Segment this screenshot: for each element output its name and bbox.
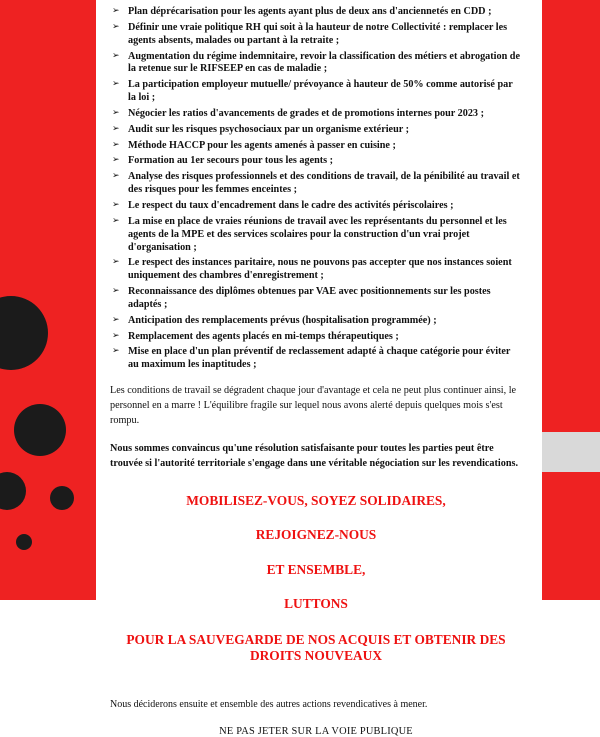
list-item bbox=[110, 155, 522, 168]
list-item bbox=[110, 216, 522, 255]
claims-list bbox=[110, 6, 522, 372]
slogan-line-3: ET ENSEMBLE, bbox=[266, 561, 366, 577]
bullet-arrow-icon: ➢ bbox=[112, 79, 120, 90]
bullet-arrow-icon: ➢ bbox=[112, 346, 120, 357]
red-band-notch bbox=[542, 432, 600, 472]
list-item-text: Augmentation du régime indemnitaire, revoir la classification des métiers et abrogation de la retenue sur le RIFSEEP en cas de maladie ; bbox=[128, 50, 520, 75]
list-item-text: Méthode HACCP pour les agents amenés à passer en cuisine ; bbox=[128, 139, 396, 151]
red-left-band bbox=[0, 0, 108, 600]
list-item-text: La mise en place de vraies réunions de travail avec les représentants du personnel et les agents de la MPE et des services scolaires pour la construction d'un vrai projet d'organisation ; bbox=[128, 215, 507, 253]
paragraph-negotiation: Nous sommes convaincus qu'une résolution satisfaisante pour toutes les parties peut être trouvée si l'autorité territoriale s'engage dans une véritable négociation sur les revendications. bbox=[110, 443, 519, 470]
bullet-arrow-icon: ➢ bbox=[112, 123, 120, 134]
list-item bbox=[110, 79, 522, 105]
bullet-arrow-icon: ➢ bbox=[112, 6, 120, 16]
bullet-arrow-icon: ➢ bbox=[112, 286, 120, 297]
list-item-text: Formation au 1er secours pour tous les agents ; bbox=[128, 155, 334, 167]
bullet-arrow-icon: ➢ bbox=[112, 330, 120, 341]
slogan-line-2: REJOIGNEZ-NOUS bbox=[255, 527, 377, 543]
list-item bbox=[110, 51, 522, 77]
list-item-text: Plan déprécarisation pour les agents ayant plus de deux ans d'anciennetés en CDD ; bbox=[128, 6, 492, 17]
bullet-arrow-icon: ➢ bbox=[112, 199, 120, 210]
list-item bbox=[110, 108, 522, 121]
list-item bbox=[110, 257, 522, 283]
slogan-line-5: POUR LA SAUVEGARDE DE NOS ACQUIS ET OBTENIR DES DROITS NOUVEAUX bbox=[126, 631, 506, 664]
list-item bbox=[110, 346, 522, 372]
red-right-band bbox=[542, 0, 600, 600]
slogan-line-1: MOBILISEZ-VOUS, SOYEZ SOLIDAIRES, bbox=[186, 493, 446, 508]
bullet-arrow-icon: ➢ bbox=[112, 139, 120, 150]
list-item-text: Anticipation des remplacements prévus (hospitalisation programmée) ; bbox=[128, 314, 437, 326]
list-item bbox=[110, 140, 522, 153]
list-item-text: Définir une vraie politique RH qui soit à la hauteur de notre Collectivité : remplacer les agents absents, malades ou partant à la retraite ; bbox=[128, 21, 508, 46]
list-item-text: Audit sur les risques psychosociaux par un organisme extérieur ; bbox=[128, 123, 410, 135]
list-item-text: Mise en place d'un plan préventif de reclassement adapté à chaque catégorie pour éviter au maximum les inaptitudes ; bbox=[128, 346, 511, 371]
list-item bbox=[110, 200, 522, 213]
list-item-text: La participation employeur mutuelle/ prévoyance à hauteur de 50% comme autorisé par la loi ; bbox=[128, 79, 513, 104]
black-circle-decoration bbox=[16, 534, 32, 550]
bullet-arrow-icon: ➢ bbox=[112, 314, 120, 325]
red-circle-decoration bbox=[76, 270, 94, 288]
list-item-text: Négocier les ratios d'avancements de grades et de promotions internes pour 2023 ; bbox=[128, 107, 484, 119]
black-circle-decoration bbox=[50, 486, 74, 510]
bullet-arrow-icon: ➢ bbox=[112, 107, 120, 118]
bullet-arrow-icon: ➢ bbox=[112, 155, 120, 166]
paragraph-working-conditions: Les conditions de travail se dégradent chaque jour d'avantage et cela ne peut plus continuer ainsi, le personnel en a marre ! L'équilibre fragile sur lequel nous avons alerté depuis quelques mois s'est rompu. bbox=[110, 385, 517, 426]
bullet-arrow-icon: ➢ bbox=[112, 171, 120, 182]
bullet-arrow-icon: ➢ bbox=[112, 21, 120, 32]
list-item bbox=[110, 124, 522, 137]
list-item bbox=[110, 171, 522, 197]
list-item bbox=[110, 22, 522, 48]
bullet-arrow-icon: ➢ bbox=[112, 50, 120, 61]
bullet-arrow-icon: ➢ bbox=[112, 257, 120, 268]
list-item-text: Reconnaissance des diplômes obtenues par VAE avec positionnements sur les postes adaptés ; bbox=[128, 286, 491, 310]
black-circle-decoration bbox=[0, 296, 48, 370]
bullet-arrow-icon: ➢ bbox=[112, 215, 120, 226]
black-circle-decoration bbox=[14, 404, 66, 456]
closing-statement: Nous déciderons ensuite et ensemble des autres actions revendicatives à mener. bbox=[110, 699, 428, 711]
list-item-text: Analyse des risques professionnels et des conditions de travail, de la pénibilité au travail et des risques pour les femmes enceintes ; bbox=[128, 171, 520, 196]
list-item bbox=[110, 6, 522, 19]
list-item-text: Remplacement des agents placés en mi-temps thérapeutiques ; bbox=[128, 330, 399, 342]
black-circle-decoration bbox=[0, 472, 26, 510]
legal-footnote: NE PAS JETER SUR LA VOIE PUBLIQUE bbox=[219, 726, 413, 737]
list-item-text: Le respect des instances paritaire, nous ne pouvons pas accepter que nos instances soient uniquement des chambres d'enregistrement ; bbox=[128, 257, 512, 282]
list-item bbox=[110, 315, 522, 328]
list-item bbox=[110, 286, 522, 312]
slogan-line-4: LUTTONS bbox=[284, 596, 348, 612]
document-sheet bbox=[96, 0, 536, 737]
slogan-block bbox=[110, 494, 522, 665]
list-item-text: Le respect du taux d'encadrement dans le cadre des activités périscolaires ; bbox=[128, 199, 454, 211]
list-item bbox=[110, 331, 522, 344]
